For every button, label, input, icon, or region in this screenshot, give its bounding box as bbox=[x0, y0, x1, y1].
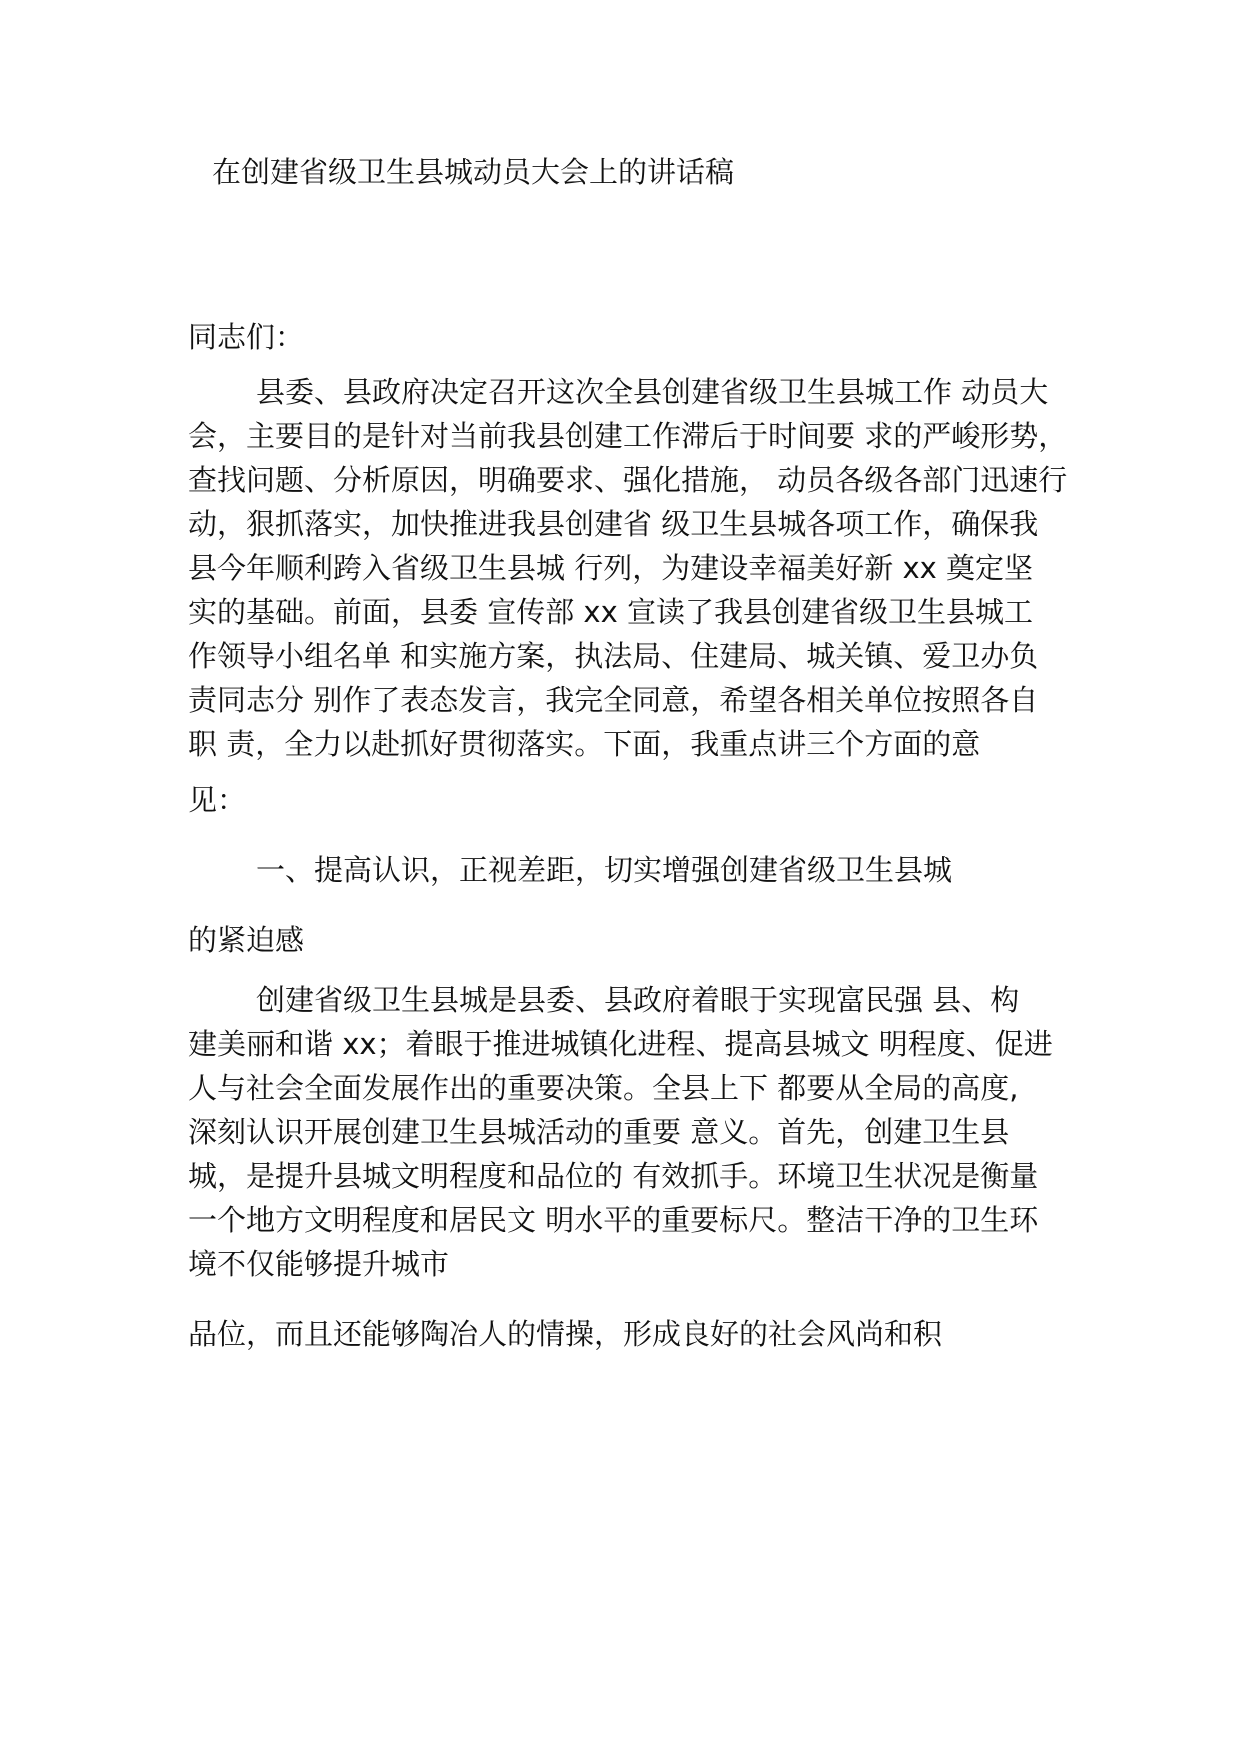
paragraph-line: 深刻认识开展创建卫生县城活动的重要 意义。首先，创建卫生县 bbox=[188, 1115, 1010, 1149]
paragraph-line: 作领导小组名单 和实施方案，执法局、住建局、城关镇、爱卫办负 bbox=[188, 639, 1039, 673]
paragraph-line: 建美丽和谐 xx；着眼于推进城镇化进程、提高县城文 明程度、促进 bbox=[188, 1027, 1053, 1061]
paragraph-line: 境不仅能够提升城市 bbox=[188, 1247, 450, 1281]
section-heading-continued: 的紧迫感 bbox=[188, 923, 305, 957]
paragraph-line: 动，狠抓落实，加快推进我县创建省 级卫生县城各项工作，确保我 bbox=[188, 507, 1039, 541]
paragraph-line: 城，是提升县城文明程度和品位的 有效抓手。环境卫生状况是衡量 bbox=[188, 1159, 1039, 1193]
paragraph-line: 品位，而且还能够陶冶人的情操，形成良好的社会风尚和积 bbox=[188, 1317, 943, 1351]
salutation: 同志们： bbox=[188, 320, 305, 354]
document-title: 在创建省级卫生县城动员大会上的讲话稿 bbox=[212, 155, 735, 189]
section-heading: 一、提高认识，正视差距，切实增强创建省级卫生县城 bbox=[256, 853, 953, 887]
paragraph-line: 县今年顺利跨入省级卫生县城 行列，为建设幸福美好新 xx 奠定坚 bbox=[188, 551, 1033, 585]
paragraph-line: 职 责，全力以赴抓好贯彻落实。下面，我重点讲三个方面的意 bbox=[188, 727, 981, 761]
paragraph-line: 实的基础。前面，县委 宣传部 xx 宣读了我县创建省级卫生县城工 bbox=[188, 595, 1033, 629]
paragraph-line: 见： bbox=[188, 783, 247, 817]
paragraph-line: 会，主要目的是针对当前我县创建工作滞后于时间要 求的严峻形势， bbox=[188, 419, 1068, 453]
paragraph-line: 人与社会全面发展作出的重要决策。全县上下 都要从全局的高度, bbox=[188, 1071, 1019, 1105]
paragraph-line: 查找问题、分析原因，明确要求、强化措施， 动员各级各部门迅速行 bbox=[188, 463, 1068, 497]
paragraph-line: 创建省级卫生县城是县委、县政府着眼于实现富民强 县、构 bbox=[256, 983, 1020, 1017]
paragraph-line: 县委、县政府决定召开这次全县创建省级卫生县城工作 动员大 bbox=[256, 375, 1049, 409]
paragraph-line: 一个地方文明程度和居民文 明水平的重要标尺。整洁干净的卫生环 bbox=[188, 1203, 1039, 1237]
paragraph-line: 责同志分 别作了表态发言，我完全同意，希望各相关单位按照各自 bbox=[188, 683, 1039, 717]
